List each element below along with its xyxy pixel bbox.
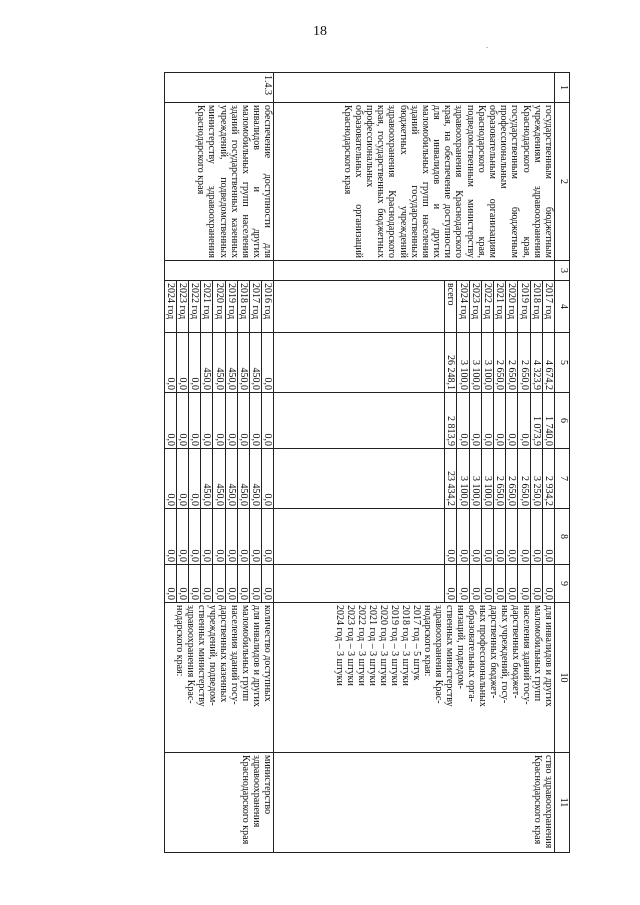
header-col-4: 4 <box>555 281 570 333</box>
indicator-line: образовательных орга- <box>466 605 477 702</box>
item-description: государственным бюджетным учреждениям здравоохранения Краснодарского края, государственным бюджетным профессиональным образовательным организациям Краснодарского края, подведомственным министерству здравоохранения Краснодарского края, на обеспечение доступности для инвалидов и других маломобильных групп населения зданий государственных бюджетных учреждений здравоохранения Краснодарского края, государственных бюджетных профессиональных образовательных организаций Краснодарского края <box>274 103 555 261</box>
responsible-executor: ство здравоохранения Краснодарского края <box>274 753 555 853</box>
value-cell-v5: 3 100,0 <box>457 333 469 393</box>
filler-cell <box>274 281 445 333</box>
header-col-7: 7 <box>555 449 570 509</box>
value-cell-v9: 0,0 <box>225 565 237 603</box>
indicator-line: учреждений, подведом- <box>207 605 219 706</box>
rotated-table-container <box>110 72 570 852</box>
result-indicator <box>274 603 555 753</box>
header-col-3: 3 <box>555 261 570 281</box>
value-cell-v9: 0,0 <box>494 565 506 603</box>
year-cell: 2019 год <box>518 281 530 333</box>
value-cell-v9: 0,0 <box>506 565 518 603</box>
program-table <box>164 72 570 853</box>
value-cell-v5: 3 100,0 <box>469 333 481 393</box>
value-cell-v5: 3 100,0 <box>481 333 493 393</box>
indicator-line: маломобильных групп <box>240 605 252 702</box>
value-cell-v6: 0,0 <box>189 393 201 449</box>
value-cell-v6: 0,0 <box>237 393 249 449</box>
value-cell-v5: 450,0 <box>225 333 237 393</box>
value-cell-v7: 2 934,2 <box>542 449 554 509</box>
value-cell-v7: 450,0 <box>225 449 237 509</box>
value-cell-v6: 0,0 <box>457 393 469 449</box>
indicator-line: для инвалидов и других <box>251 605 263 707</box>
value-cell-v9: 0,0 <box>262 565 274 603</box>
value-cell-v9: 0,0 <box>189 565 201 603</box>
filler-cell <box>274 393 445 449</box>
indicator-line: 2017 год – 5 штук <box>411 605 422 681</box>
value-cell-v7: 3 250,0 <box>530 449 542 509</box>
value-cell-v5: 2 650,0 <box>518 333 530 393</box>
filler-cell <box>274 333 445 393</box>
indicator-line: ных профессиональных <box>477 605 488 707</box>
value-cell-v7: 450,0 <box>249 449 261 509</box>
value-cell-v8: 0,0 <box>469 509 481 565</box>
value-cell-v8: 0,0 <box>481 509 493 565</box>
value-cell-v7: 23 434,2 <box>445 449 457 509</box>
year-cell: 2021 год <box>201 281 213 333</box>
header-row <box>555 73 570 853</box>
value-cell-v9: 0,0 <box>176 565 188 603</box>
value-cell-v8: 0,0 <box>249 509 261 565</box>
value-cell-v9: 0,0 <box>457 565 469 603</box>
year-cell: 2020 год <box>213 281 225 333</box>
value-cell-v8: 0,0 <box>518 509 530 565</box>
value-cell-v5: 450,0 <box>249 333 261 393</box>
value-cell-v5: 0,0 <box>164 333 176 393</box>
value-cell-v5: 0,0 <box>262 333 274 393</box>
header-col-1: 1 <box>555 73 570 103</box>
year-cell: 2023 год <box>176 281 188 333</box>
value-cell-v9: 0,0 <box>481 565 493 603</box>
value-cell-v6: 0,0 <box>176 393 188 449</box>
value-cell-v9: 0,0 <box>469 565 481 603</box>
item-col3 <box>164 261 274 281</box>
indicator-line: дарственных бюджет- <box>510 605 521 699</box>
year-cell: 2017 год <box>249 281 261 333</box>
table-row <box>262 73 274 853</box>
indicator-line: нодарского края: <box>174 605 186 677</box>
value-cell-v6: 0,0 <box>201 393 213 449</box>
value-cell-v5: 0,0 <box>189 333 201 393</box>
value-cell-v6: 2 813,9 <box>445 393 457 449</box>
value-cell-v9: 0,0 <box>445 565 457 603</box>
indicator-line: 2024 год – 3 штуки <box>334 605 345 686</box>
value-cell-v7: 2 650,0 <box>518 449 530 509</box>
value-cell-v6: 1 740,0 <box>542 393 554 449</box>
value-cell-v7: 0,0 <box>164 449 176 509</box>
value-cell-v6: 0,0 <box>164 393 176 449</box>
year-cell: 2018 год <box>237 281 249 333</box>
value-cell-v5: 2 650,0 <box>506 333 518 393</box>
year-cell: 2018 год <box>530 281 542 333</box>
value-cell-v8: 0,0 <box>494 509 506 565</box>
indicator-line: 2018 год – 3 штуки <box>400 605 411 686</box>
value-cell-v8: 0,0 <box>225 509 237 565</box>
responsible-executor: министерство здравоохранения Краснодарского края <box>164 753 274 853</box>
value-cell-v8: 0,0 <box>542 509 554 565</box>
value-cell-v9: 0,0 <box>542 565 554 603</box>
indicator-line: 2019 год – 3 штуки <box>389 605 400 686</box>
item-description: обеспечение доступности для инвалидов и других маломобильных групп населения зданий государственных казенных учреждений, подведомственных министерству здравоохранения Краснодарского края <box>164 103 274 261</box>
value-cell-v5: 4 323,9 <box>530 333 542 393</box>
value-cell-v7: 3 100,0 <box>469 449 481 509</box>
value-cell-v6: 0,0 <box>469 393 481 449</box>
indicator-line: населения зданий госу- <box>229 605 241 705</box>
value-cell-v8: 0,0 <box>213 509 225 565</box>
indicator-line: нодарского края: <box>422 605 433 677</box>
indicator-line: 2022 год – 3 штуки <box>356 605 367 686</box>
value-cell-v8: 0,0 <box>237 509 249 565</box>
value-cell-v7: 0,0 <box>189 449 201 509</box>
value-cell-v9: 0,0 <box>237 565 249 603</box>
value-cell-v5: 26 248,1 <box>445 333 457 393</box>
indicator-line: ных учреждений, госу- <box>499 605 510 704</box>
item-col3 <box>274 261 555 281</box>
indicator-line: 2020 год – 3 штуки <box>378 605 389 686</box>
value-cell-v6: 1 073,9 <box>530 393 542 449</box>
value-cell-v5: 2 650,0 <box>494 333 506 393</box>
year-cell: 2024 год <box>457 281 469 333</box>
value-cell-v9: 0,0 <box>518 565 530 603</box>
page-number: 18 <box>313 24 327 39</box>
value-cell-v5: 0,0 <box>176 333 188 393</box>
value-cell-v6: 0,0 <box>213 393 225 449</box>
value-cell-v7: 3 100,0 <box>481 449 493 509</box>
filler-cell <box>274 509 445 565</box>
block-1-4-3 <box>164 73 274 853</box>
year-cell: 2020 год <box>506 281 518 333</box>
value-cell-v9: 0,0 <box>164 565 176 603</box>
value-cell-v6: 0,0 <box>494 393 506 449</box>
result-indicator <box>164 603 274 753</box>
value-cell-v7: 0,0 <box>262 449 274 509</box>
year-cell: 2019 год <box>225 281 237 333</box>
value-cell-v5: 450,0 <box>201 333 213 393</box>
value-cell-v6: 0,0 <box>249 393 261 449</box>
value-cell-v7: 450,0 <box>213 449 225 509</box>
filler-cell <box>274 565 445 603</box>
year-cell: 2023 год <box>469 281 481 333</box>
indicator-line: дарственных казенных <box>218 605 230 703</box>
filler-cell <box>274 449 445 509</box>
value-cell-v9: 0,0 <box>249 565 261 603</box>
table-row <box>542 73 554 853</box>
value-cell-v8: 0,0 <box>189 509 201 565</box>
value-cell-v5: 4 674,2 <box>542 333 554 393</box>
block-1-4-2 <box>274 73 555 853</box>
header-col-5: 5 <box>555 333 570 393</box>
indicator-line: маломобильных групп <box>532 605 543 702</box>
year-cell: 2022 год <box>481 281 493 333</box>
indicator-line: количество доступных <box>262 605 274 702</box>
year-cell: всего <box>445 281 457 333</box>
item-number: 1.4.3 <box>164 73 274 103</box>
value-cell-v8: 0,0 <box>201 509 213 565</box>
value-cell-v6: 0,0 <box>262 393 274 449</box>
item-number <box>274 73 555 103</box>
indicator-line: для инвалидов и других <box>543 605 554 707</box>
indicator-line: ственных министерству <box>196 605 208 707</box>
header-col-9: 9 <box>555 565 570 603</box>
value-cell-v8: 0,0 <box>445 509 457 565</box>
header-col-10: 10 <box>555 603 570 753</box>
value-cell-v9: 0,0 <box>213 565 225 603</box>
year-cell: 2022 год <box>189 281 201 333</box>
year-cell: 2017 год <box>542 281 554 333</box>
scan-mark: . <box>486 40 489 50</box>
value-cell-v6: 0,0 <box>518 393 530 449</box>
indicator-line: низаций, подведом- <box>455 605 466 689</box>
value-cell-v8: 0,0 <box>262 509 274 565</box>
indicator-line: населения зданий госу- <box>521 605 532 705</box>
year-cell: 2016 год <box>262 281 274 333</box>
value-cell-v8: 0,0 <box>457 509 469 565</box>
value-cell-v7: 0,0 <box>176 449 188 509</box>
indicator-line: здравоохранения Крас- <box>433 605 444 704</box>
value-cell-v5: 450,0 <box>213 333 225 393</box>
value-cell-v7: 2 650,0 <box>506 449 518 509</box>
year-cell: 2024 год <box>164 281 176 333</box>
value-cell-v6: 0,0 <box>225 393 237 449</box>
header-col-11: 11 <box>555 753 570 853</box>
value-cell-v6: 0,0 <box>481 393 493 449</box>
value-cell-v7: 450,0 <box>201 449 213 509</box>
value-cell-v8: 0,0 <box>176 509 188 565</box>
value-cell-v5: 450,0 <box>237 333 249 393</box>
value-cell-v8: 0,0 <box>530 509 542 565</box>
value-cell-v8: 0,0 <box>164 509 176 565</box>
value-cell-v7: 450,0 <box>237 449 249 509</box>
header-col-8: 8 <box>555 509 570 565</box>
value-cell-v9: 0,0 <box>530 565 542 603</box>
indicator-line: дарственных бюджет- <box>488 605 499 699</box>
year-cell: 2021 год <box>494 281 506 333</box>
indicator-line: 2023 год – 3 штуки <box>345 605 356 686</box>
value-cell-v6: 0,0 <box>506 393 518 449</box>
value-cell-v8: 0,0 <box>506 509 518 565</box>
header-col-2: 2 <box>555 103 570 261</box>
indicator-line: ственных министерству <box>444 605 455 707</box>
value-cell-v9: 0,0 <box>201 565 213 603</box>
value-cell-v7: 2 650,0 <box>494 449 506 509</box>
value-cell-v7: 3 100,0 <box>457 449 469 509</box>
indicator-line: 2021 год – 3 штуки <box>367 605 378 686</box>
indicator-line: здравоохранения Крас- <box>185 605 197 704</box>
header-col-6: 6 <box>555 393 570 449</box>
